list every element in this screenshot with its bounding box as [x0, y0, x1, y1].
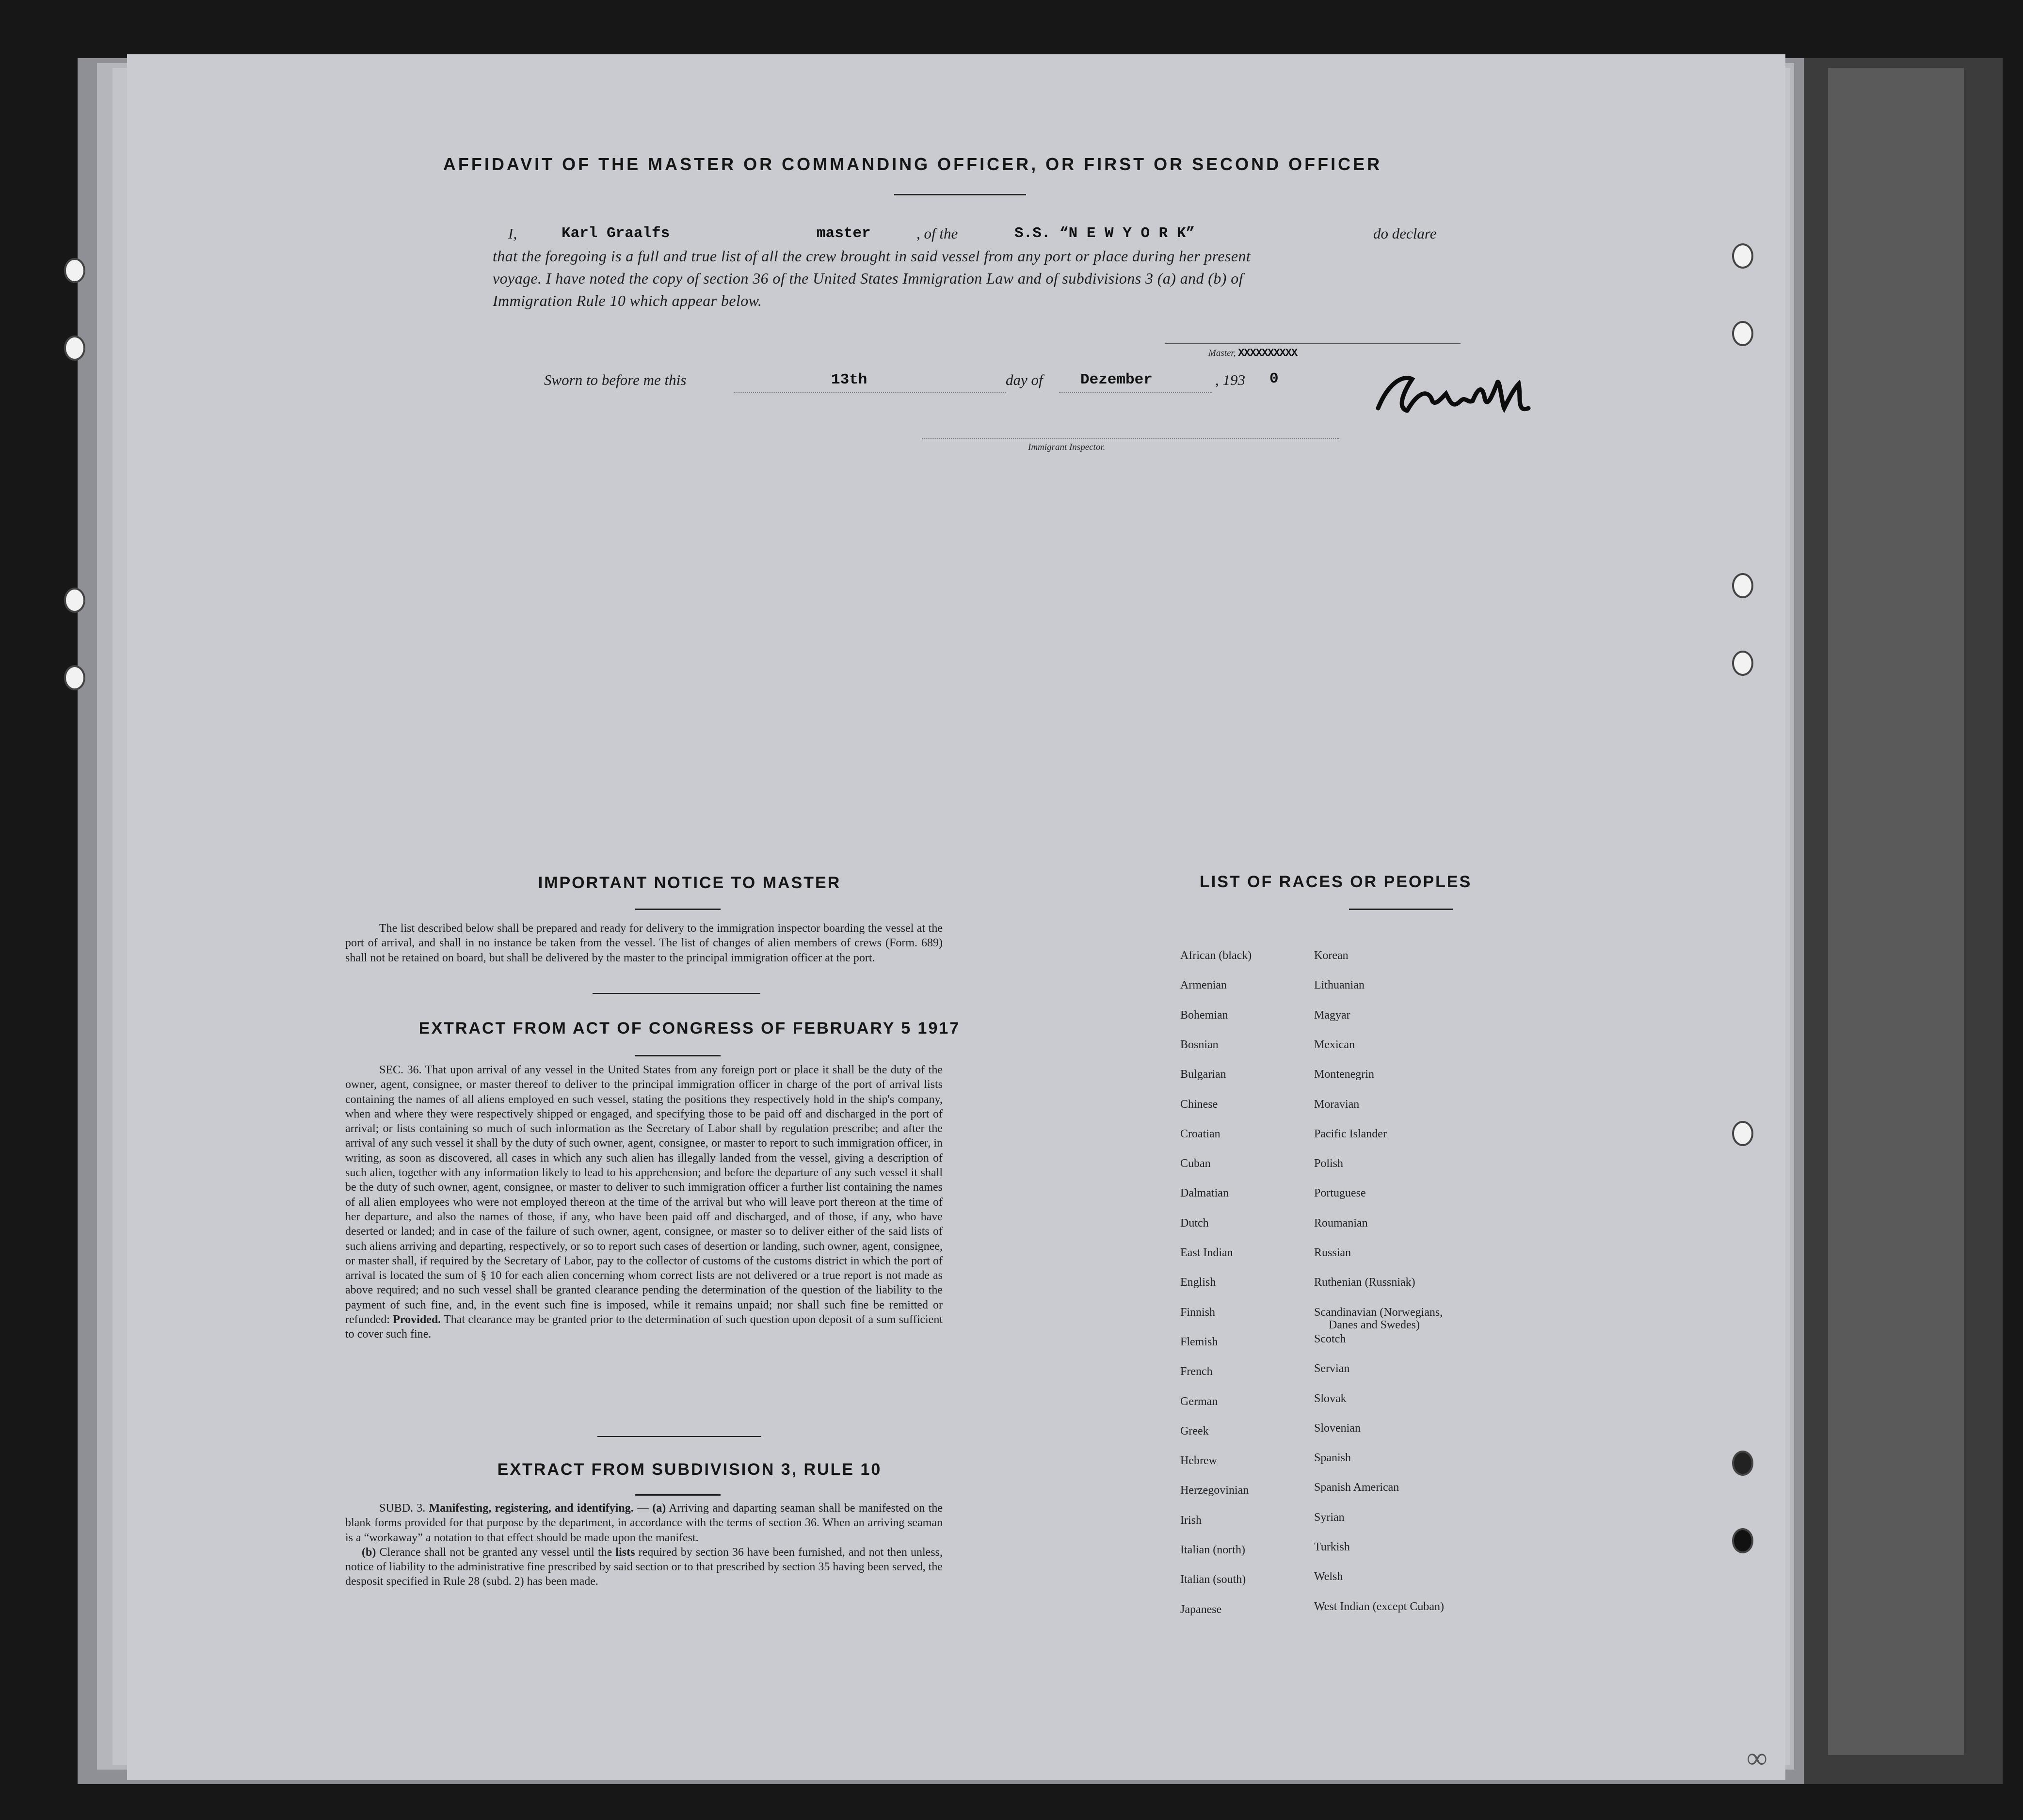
section-rule [593, 993, 760, 994]
document-page [127, 54, 1785, 1780]
struck-text: XXXXXXXXXX [1238, 347, 1298, 359]
extract-rule-text: SUBD. 3. Manifesting, registering, and identifying. — (a) Arriving and daparting seaman shall be manifested on the blank forms provided for that purpose by the department, in accordance with the terms of section 36. When an arriving seaman is a “workaway” a notation to that effect should be made upon the manifest. (b) Clerance shall not be granted any vessel until the lists required by section 36 have been furnished, and not then unless, notice of liability to the administrative fine prescribed by said section or to that prescribed by section 35 having been served, the desposit specified in Rule 28 (subd. 2) has been made. [345, 1502, 943, 1588]
race-item: Dutch [1180, 1216, 1209, 1229]
sworn-day: 13th [831, 371, 867, 388]
race-item: East Indian [1180, 1246, 1233, 1259]
extract-rule-rule [635, 1494, 721, 1496]
race-item: Turkish [1314, 1541, 1350, 1553]
race-item: Welsh [1314, 1570, 1343, 1583]
affidavit-line-2: that the foregoing is a full and true list of all the crew brought in said vessel from any port or place during her present [493, 247, 1251, 265]
extract-act-title: EXTRACT FROM ACT OF CONGRESS OF FEBRUARY 5 1917 [418, 1019, 961, 1038]
background-underlying-sheet [1828, 68, 1964, 1755]
race-item: English [1180, 1276, 1216, 1289]
race-item: African (black) [1180, 949, 1252, 962]
race-item: Scandinavian (Norwegians, [1314, 1306, 1443, 1319]
race-item: Roumanian [1314, 1216, 1368, 1229]
race-item: Slovenian [1314, 1421, 1361, 1435]
affidavit-line-1 [508, 225, 1556, 242]
race-item: Magyar [1314, 1008, 1350, 1022]
race-item: Montenegrin [1314, 1068, 1374, 1081]
punch-hole [64, 258, 85, 283]
sworn-month: Dezember [1080, 371, 1153, 388]
extract-rule-title: EXTRACT FROM SUBDIVISION 3, RULE 10 [497, 1460, 882, 1479]
race-item: Scotch [1314, 1332, 1346, 1345]
race-item: Bulgarian [1180, 1068, 1226, 1081]
race-item: Bohemian [1180, 1008, 1228, 1022]
inspector-caption: Immigrant Inspector. [1028, 442, 1106, 452]
race-item: Croatian [1180, 1127, 1220, 1140]
master-rank: master [817, 225, 871, 242]
race-item: Herzegovinian [1180, 1484, 1249, 1497]
title-rule [894, 194, 1026, 195]
race-item: Bosnian [1180, 1038, 1219, 1051]
race-item: Cuban [1180, 1157, 1211, 1170]
i-label: I, [508, 225, 517, 242]
vessel-name: S.S. “N E W Y O R K” [1014, 225, 1195, 242]
race-item: Syrian [1314, 1511, 1345, 1524]
sworn-label: Sworn to before me this [544, 371, 687, 388]
affidavit-line-3: voyage. I have noted the copy of section 36 of the United States Immigration Law and of subdivisions 3 (a) and (b) of [493, 270, 1243, 287]
race-item: Slovak [1314, 1392, 1347, 1405]
punch-hole [1732, 573, 1753, 598]
master-signature [1368, 355, 1562, 432]
race-item: Italian (south) [1180, 1573, 1246, 1586]
punch-hole [1732, 243, 1753, 269]
punch-hole [64, 335, 85, 361]
race-item: Flemish [1180, 1335, 1218, 1348]
race-item: Moravian [1314, 1098, 1360, 1111]
notice-text: The list described below shall be prepared and ready for delivery to the immigration inspector boarding the vessel at the port of arrival, and shall in no instance be taken from the vessel. The list of changes of alien members of crews (Form. 689) shall not be retained on board, but shall be delivered by the master to the principal immigration officer at the port. [345, 922, 943, 964]
notice-title: IMPORTANT NOTICE TO MASTER [538, 874, 841, 892]
provided-bold: Provided. [393, 1313, 441, 1326]
race-item: Irish [1180, 1514, 1202, 1527]
punch-hole [64, 588, 85, 613]
race-item: Russian [1314, 1246, 1351, 1259]
race-item: Armenian [1180, 979, 1227, 992]
inspector-dotted-line [922, 438, 1339, 439]
race-item-continuation: Danes and Swedes) [1329, 1318, 1420, 1331]
notice-rule [635, 909, 721, 910]
day-dotted-line [734, 392, 1006, 393]
races-title: LIST OF RACES OR PEOPLES [1200, 873, 1472, 891]
race-item: Servian [1314, 1362, 1350, 1375]
signature-line [1165, 343, 1461, 344]
corner-mark: ∞ [1747, 1742, 1767, 1774]
punch-hole [1732, 1121, 1753, 1146]
month-dotted-line [1059, 392, 1212, 393]
signature-caption: Master, XXXXXXXXXX [1208, 347, 1298, 359]
punch-hole [1732, 1451, 1753, 1476]
punch-hole [64, 665, 85, 690]
punch-hole [1732, 321, 1753, 346]
race-item: Pacific Islander [1314, 1127, 1387, 1140]
of-the-label: , of the [916, 225, 958, 242]
affidavit-title: AFFIDAVIT OF THE MASTER OR COMMANDING OFFICER, OR FIRST OR SECOND OFFICER [443, 154, 1382, 174]
race-item: Mexican [1314, 1038, 1355, 1051]
punch-hole [1732, 1528, 1753, 1553]
race-item: Hebrew [1180, 1454, 1217, 1468]
race-item: West Indian (except Cuban) [1314, 1600, 1444, 1613]
races-rule [1349, 909, 1453, 910]
race-item: Dalmatian [1180, 1187, 1229, 1200]
race-item: Ruthenian (Russniak) [1314, 1276, 1415, 1289]
race-item: Greek [1180, 1424, 1209, 1437]
race-item: French [1180, 1365, 1213, 1378]
day-of-label: day of [1006, 371, 1043, 388]
race-item: Spanish [1314, 1452, 1351, 1465]
master-name: Karl Graalfs [562, 225, 670, 242]
race-item: Spanish American [1314, 1481, 1399, 1494]
affidavit-line-4: Immigration Rule 10 which appear below. [493, 292, 762, 309]
sworn-line [544, 371, 686, 389]
race-item: Polish [1314, 1157, 1344, 1170]
extract-act-rule [635, 1055, 721, 1056]
race-item: Japanese [1180, 1603, 1222, 1616]
year-prefix: , 193 [1215, 371, 1245, 388]
section-rule [597, 1436, 761, 1437]
punch-hole [1732, 651, 1753, 676]
year-digit: 0 [1269, 370, 1279, 387]
race-item: Portuguese [1314, 1187, 1366, 1200]
race-item: Lithuanian [1314, 979, 1365, 992]
race-item: Korean [1314, 949, 1349, 962]
race-item: Finnish [1180, 1306, 1216, 1319]
extract-act-text: SEC. 36. That upon arrival of any vessel in the United States from any foreign port or place it shall be the duty of the owner, agent, consignee, or master thereof to deliver to the principal immigration officer in charge of the port of arrival lists containing the names of all aliens employed en such vessel, stating the positions they respectively hold in the ship's company, when and where they were respectively shipped or engaged, and specifying those to be paid off and discharged in the port of arrival; or lists containing so much of such information as the Secretary of Labor shall by regulation prescribe; and after the arrival of any such vessel it shall by the duty of such owner, agent, consignee, or master to report to such immigration officer, in writing, as soon as discovered, all cases in which any such alien has illegally landed from the vessel, giving a description of such alien, together with any information likely to lead to his apprehension; and before the departure of any such vessel it shall be the duty of such owner, agent, consignee, or master to deliver to such immigration officer a further list containing the names of all alien employees who were not employed thereon at the time of the arrival but who will leave port thereon at the time of her departure, and also the names of those, if any, who have been paid off and discharged, and of those, if any, who have deserted or landed; and in case of the failure of such owner, agent, consignee, or master so to deliver either of the said lists of such aliens arriving and departing, respectively, or so to report such cases of desertion or landing, such owner, agent, consignee, or master shall, if required by the Secretary of Labor, pay to the collector of customs of the customs district in which the port of arrival is located the sum of § 10 for each alien concerning whom correct lists are not delivered or a true report is not made as above required; and no such vessel shall be granted clearance pending the determination of the question of the liability to the payment of such fine, and, in the event such fine is imposed, while it remains unpaid; nor shall such fine be remitted or refunded: Provided. That clearance may be granted prior to the determination of such question upon deposit of a sum sufficient to cover such fine. [345, 1064, 943, 1341]
do-declare-label: do declare [1373, 225, 1437, 242]
race-item: Chinese [1180, 1098, 1218, 1111]
race-item: German [1180, 1395, 1218, 1408]
race-item: Italian (north) [1180, 1544, 1245, 1556]
